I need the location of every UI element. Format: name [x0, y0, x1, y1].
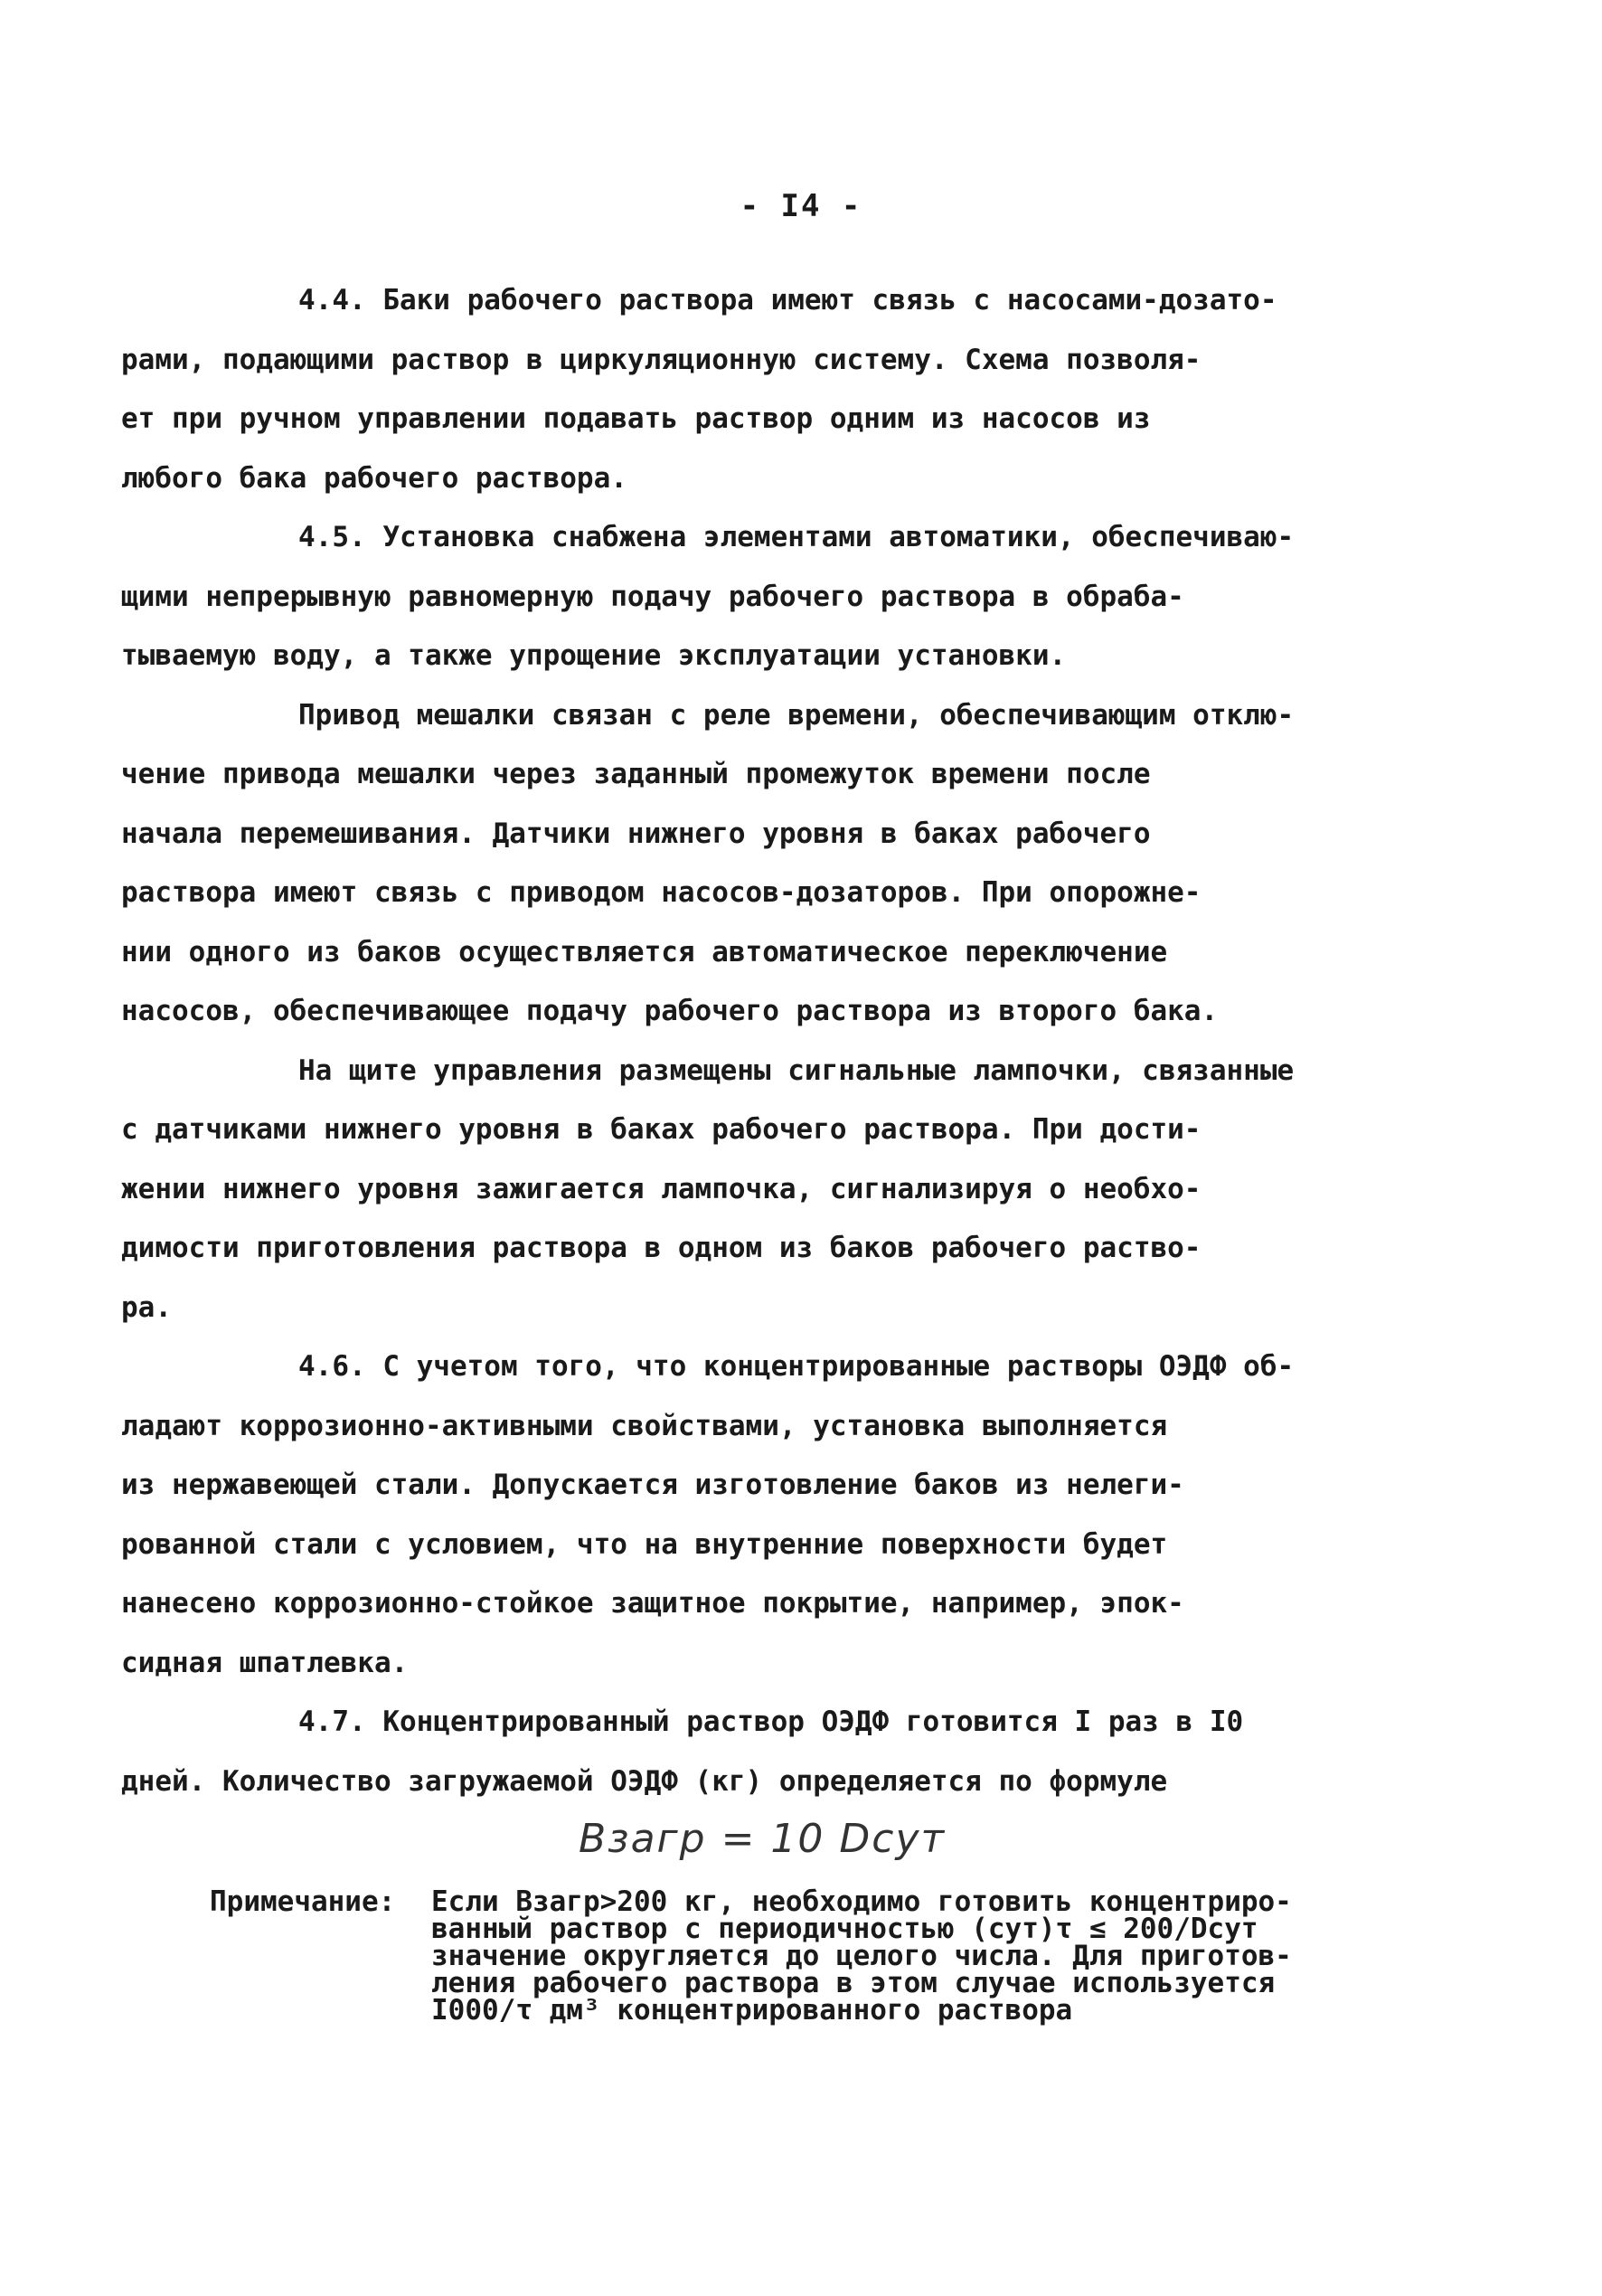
text-line: раствора имеют связь с приводом насосов-дозаторов. При опорожне- — [121, 876, 1202, 909]
text-line: тываемую воду, а также упрощение эксплуатации установки. — [121, 639, 1067, 672]
paragraph-4-5 — [121, 508, 1403, 686]
text-line: 4.4. Баки рабочего раствора имеют связь с насосами-дозато- — [298, 284, 1277, 317]
text-line: На щите управления размещены сигнальные лампочки, связанные — [298, 1054, 1295, 1087]
text-line: насосов, обеспечивающее подачу рабочего раствора из второго бака. — [121, 995, 1219, 1027]
paragraph-mixer-drive — [121, 686, 1403, 1042]
text-line: с датчиками нижнего уровня в баках рабочего раствора. При дости- — [121, 1113, 1202, 1146]
text-line: 4.7. Концентрированный раствор ОЭДФ готовится I раз в I0 — [298, 1705, 1244, 1738]
paragraph-control-panel — [121, 1042, 1403, 1338]
text-line: нии одного из баков осуществляется автоматическое переключение — [121, 935, 1168, 968]
text-line: димости приготовления раствора в одном из баков рабочего раство- — [121, 1232, 1202, 1264]
body-text — [121, 271, 1403, 1811]
text-line: ет при ручном управлении подавать раствор одним из насосов из — [121, 402, 1151, 435]
page-number: - I4 - — [740, 188, 862, 224]
text-line: дней. Количество загружаемой ОЭДФ (кг) определяется по формуле — [121, 1764, 1168, 1798]
text-line: рами, подающими раствор в циркуляционную систему. Схема позволя- — [121, 343, 1202, 376]
text-line: рованной стали с условием, что на внутренние поверхности будет — [121, 1527, 1168, 1561]
text-line: жении нижнего уровня зажигается лампочка, сигнализируя о необхо- — [121, 1172, 1202, 1205]
text-line: ладают коррозионно-активными свойствами, установка выполняется — [121, 1409, 1168, 1442]
text-line: нанесено коррозионно-стойкое защитное покрытие, например, эпок- — [121, 1587, 1184, 1620]
note-label: Примечание: — [210, 1885, 396, 1918]
text-line: 4.6. С учетом того, что концентрированные растворы ОЭДФ об- — [298, 1350, 1295, 1383]
note-line: значение округляется до целого числа. Для приготов- — [431, 1940, 1292, 1972]
text-line: Привод мешалки связан с реле времени, обеспечивающим отклю- — [298, 698, 1295, 732]
note-line: Если Bзагр>200 кг, необходимо готовить концентриро- — [431, 1885, 1292, 1918]
text-line: 4.5. Установка снабжена элементами автоматики, обеспечиваю- — [298, 521, 1295, 553]
text-line: сидная шпатлевка. — [121, 1646, 409, 1679]
paragraph-4-7 — [121, 1693, 1403, 1811]
handwritten-formula: Bзагр = 10 Dсут — [579, 1816, 947, 1862]
paragraph-4-6 — [121, 1337, 1403, 1693]
text-line: начала перемешивания. Датчики нижнего уровня в баках рабочего — [121, 817, 1151, 850]
note-line: ления рабочего раствора в этом случае используется — [431, 1967, 1276, 1999]
text-line: чение привода мешалки через заданный промежуток времени после — [121, 758, 1151, 790]
note-line: I000/τ дм³ концентрированного раствора — [431, 1994, 1073, 2027]
note-body — [431, 1885, 1412, 2027]
text-line: щими непрерывную равномерную подачу рабочего раствора в обраба- — [121, 580, 1184, 613]
text-line: любого бака рабочего раствора. — [121, 461, 627, 495]
note-line: ванный раствор с периодичностью (сут)τ ≤ 200/Dсут — [431, 1913, 1258, 1945]
text-line: ра. — [121, 1290, 172, 1324]
paragraph-4-4 — [121, 271, 1403, 508]
text-line: из нержавеющей стали. Допускается изготовление баков из нелеги- — [121, 1469, 1184, 1501]
